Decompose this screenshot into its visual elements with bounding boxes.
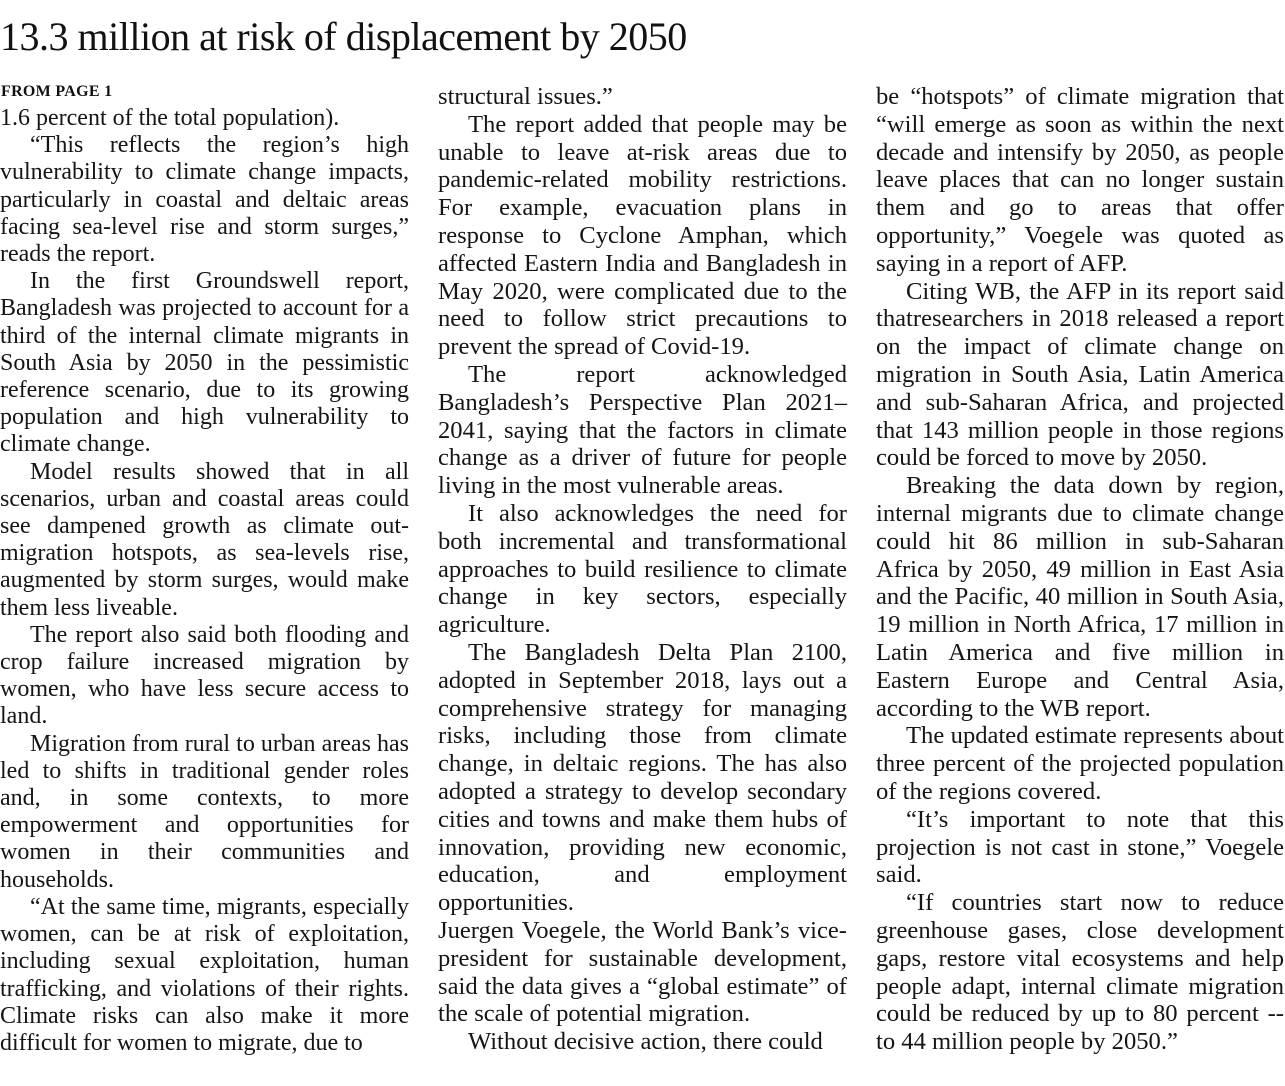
paragraph: The updated estimate represents about three percent of the projected population of the regions covered. <box>876 722 1284 805</box>
paragraph: “At the same time, migrants, especially women, can be at risk of exploitation, including sexual exploitation, human trafficking, and violations of their rights. Climate risks can also make it more difficult for women to migrate, due to <box>0 893 409 1056</box>
paragraph: “This reflects the region’s high vulnerability to climate change impacts, particularly in coastal and deltaic areas facing sea-level rise and storm surges,” reads the report. <box>0 132 409 268</box>
article-column-2 <box>438 83 847 1056</box>
paragraph: Migration from rural to urban areas has led to shifts in traditional gender roles and, in some contexts, to more empowerment and opportunities for women in their communities and households. <box>0 730 409 893</box>
continued-from-label: FROM PAGE 1 <box>1 83 113 100</box>
paragraph: The report acknowledged Bangladesh’s Perspective Plan 2021–2041, saying that the factors in climate change as a driver of future for people living in the most vulnerable areas. <box>438 360 847 500</box>
headline: 13.3 million at risk of displacement by 2050 <box>0 14 687 59</box>
paragraph: Without decisive action, there could <box>468 1028 823 1056</box>
paragraph: be “hotspots” of climate migration that “will emerge as soon as within the next decade and intensify by 2050, as people leave places that can no longer sustain them and go to areas that offer opportunity,” Voegele was quoted as saying in a report of AFP. <box>876 83 1284 277</box>
paragraph: “If countries start now to reduce greenhouse gases, close development gaps, restore vital ecosystems and help people adapt, internal climate migration could be reduced by up to 80 percent -- to 44 million people by 2050.” <box>876 889 1284 1056</box>
paragraph: The report also said both flooding and crop failure increased migration by women, who have less secure access to land. <box>0 621 409 730</box>
paragraph: It also acknowledges the need for both incremental and transformational approaches to build resilience to climate change in key sectors, especially agriculture. <box>438 499 847 639</box>
paragraph: The Bangladesh Delta Plan 2100, adopted in September 2018, lays out a comprehensive strategy for managing risks, including those from climate change, in deltaic regions. The has also adopted a strategy to develop secondary cities and towns and make them hubs of innovation, providing new economic, education, and employment opportunities. <box>438 638 847 917</box>
paragraph: In the first Groundswell report, Bangladesh was projected to account for a third of the internal climate migrants in South Asia by 2050 in the pessimistic reference scenario, due to its growing population and high vulnerability to climate change. <box>0 268 409 458</box>
paragraph: Citing WB, the AFP in its report said thatresearchers in 2018 released a report on the impact of climate change on migration in South Asia, Latin America and sub-Saharan Africa, and projected that 143 million people in those regions could be forced to move by 2050. <box>876 277 1284 472</box>
paragraph: Breaking the data down by region, internal migrants due to climate change could hit 86 million in sub-Saharan Africa by 2050, 49 million in East Asia and the Pacific, 40 million in South Asia, 19 million in North Africa, 17 million in Latin America and five million in Eastern Europe and Central Asia, according to the WB report. <box>876 472 1284 722</box>
paragraph: The report added that people may be unable to leave at-risk areas due to pandemic-related mobility restrictions. For example, evacuation plans in response to Cyclone Amphan, which affected Eastern India and Bangladesh in May 2020, were complicated due to the need to follow strict precautions to prevent the spread of Covid-19. <box>438 110 847 361</box>
paragraph: Model results showed that in all scenarios, urban and coastal areas could see dampened growth as climate out-migration hotspots, as sea-levels rise, augmented by storm surges, would make them less liveable. <box>0 458 409 621</box>
paragraph: Juergen Voegele, the World Bank’s vice-president for sustainable development, said the data gives a “global estimate” of the scale of potential migration. <box>438 916 847 1028</box>
paragraph: “It’s important to note that this projection is not cast in stone,” Voegele said. <box>876 805 1284 889</box>
article-column-1 <box>0 105 409 1057</box>
article-column-3 <box>876 83 1284 1056</box>
paragraph: 1.6 percent of the total population). <box>0 105 340 131</box>
paragraph: structural issues.” <box>438 83 613 110</box>
